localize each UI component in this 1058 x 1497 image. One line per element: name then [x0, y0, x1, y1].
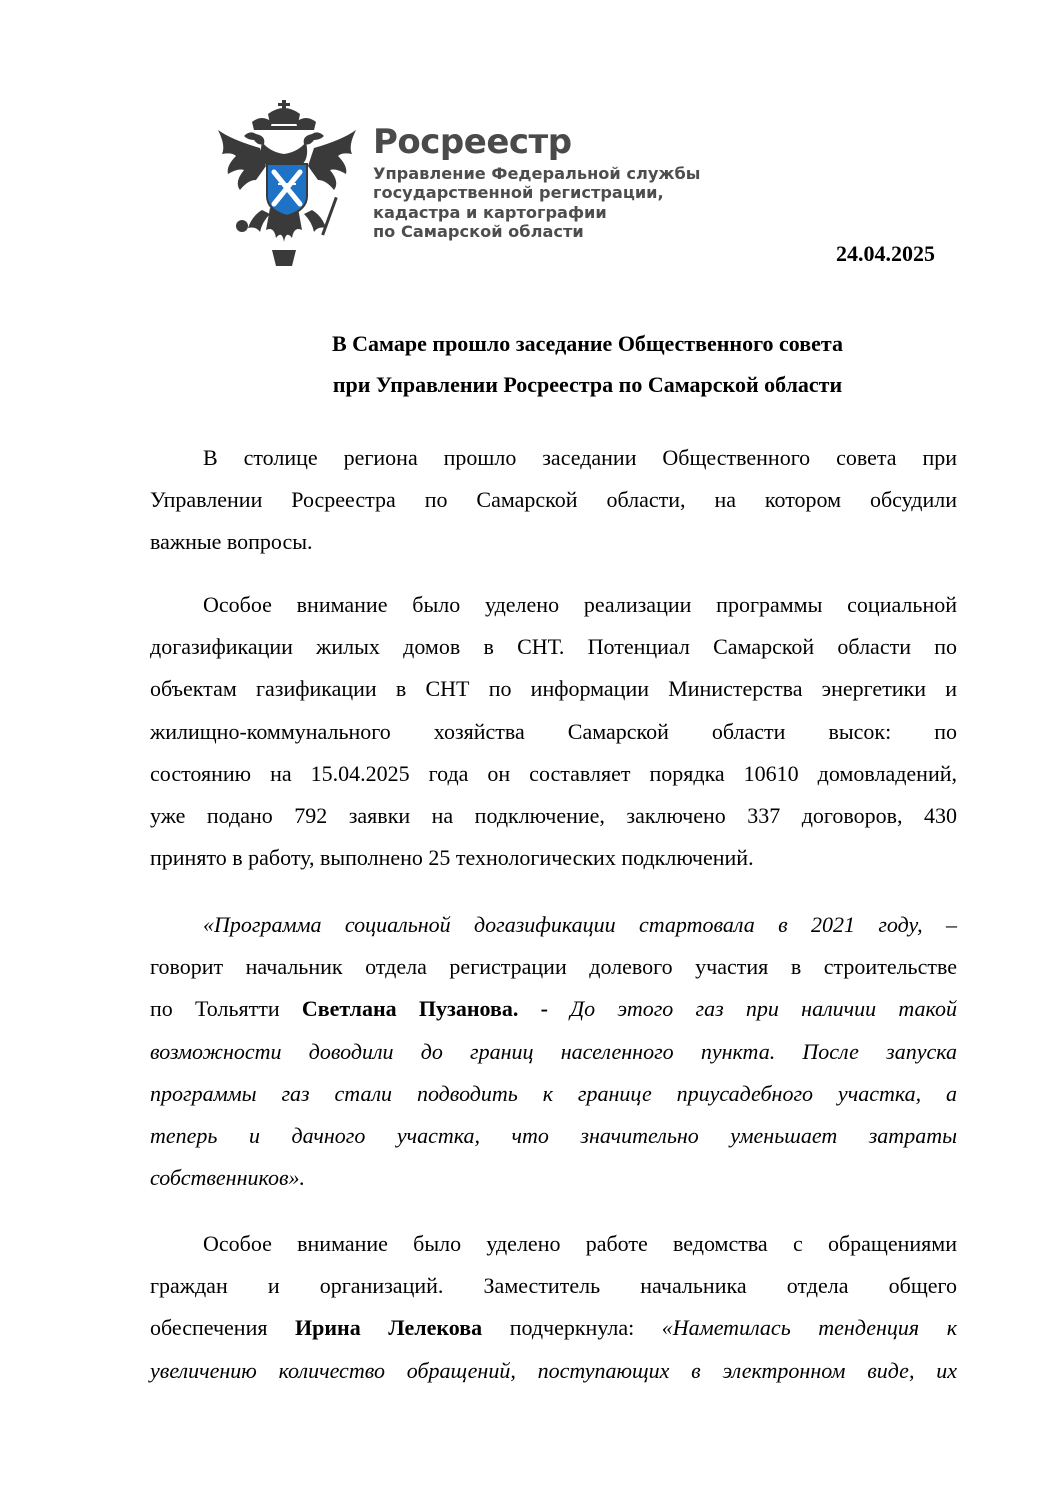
text-line: принято в работу, выполнено 25 технологических подключений. — [150, 845, 754, 871]
paragraph-1 — [150, 437, 957, 564]
text-fragment: До этого газ при наличии такой — [547, 996, 958, 1022]
text-line: Управлении Росреестра по Самарской области, на котором обсудили — [150, 487, 957, 513]
brand-name: Росреестр — [373, 122, 572, 162]
brand-line: Управление Федеральной службы — [373, 164, 701, 183]
brand-block — [373, 120, 700, 242]
headline — [150, 323, 1025, 405]
text-line: жилищно-коммунального хозяйства Самарской области высок: по — [150, 718, 957, 744]
text-line: теперь и дачного участка, что значительно уменьшает затраты — [150, 1123, 957, 1149]
brand-line: государственной регистрации, — [373, 183, 664, 203]
headline-line: В Самаре прошло заседание Общественного совета — [332, 331, 843, 356]
paragraph-4 — [150, 1223, 957, 1392]
person-name: Ирина Лелекова — [295, 1315, 483, 1341]
text-line — [150, 988, 957, 1030]
text-line — [150, 1307, 957, 1349]
text-line: догазификации жилых домов в СНТ. Потенциал Самарской области по — [150, 634, 957, 660]
text-line: собственников». — [150, 1165, 305, 1191]
brand-line: кадастра и картографии — [373, 202, 607, 222]
text-fragment: обеспечения — [150, 1315, 296, 1341]
text-line: Особое внимание было уделено работе ведомства с обращениями — [203, 1231, 957, 1256]
text-line: объектам газификации в СНТ по информации Министерства энергетики и — [150, 676, 957, 702]
text-line: возможности доводили до границ населенного пункта. После запуска — [150, 1038, 957, 1064]
headline-line: при Управлении Росреестра по Самарской области — [332, 372, 843, 397]
text-line: В столице региона прошло заседании Общественного совета при — [203, 445, 957, 470]
text-line: уже подано 792 заявки на подключение, заключено 337 договоров, 430 — [150, 803, 957, 829]
text-line: увеличению количество обращений, поступающих в электронном виде, их — [150, 1357, 957, 1383]
text-line: граждан и организаций. Заместитель начальника отдела общего — [150, 1273, 957, 1299]
paragraph-2 — [150, 584, 957, 879]
double-headed-eagle-emblem-icon — [212, 100, 362, 266]
text-fragment: «Наметилась тенденция к — [661, 1315, 957, 1341]
text-fragment: подчеркнула: — [482, 1315, 662, 1341]
text-line: важные вопросы. — [150, 529, 313, 555]
text-line: программы газ стали подводить к границе приусадебного участка, а — [150, 1080, 957, 1106]
text-line: говорит начальник отдела регистрации долевого участия в строительстве — [150, 954, 957, 980]
paragraph-3 — [150, 904, 957, 1199]
text-fragment: по Тольятти — [150, 996, 302, 1022]
document-date: 24.04.2025 — [836, 241, 935, 266]
person-name: Светлана Пузанова. - — [301, 996, 548, 1022]
brand-line: по Самарской области — [373, 222, 584, 242]
text-line: состоянию на 15.04.2025 года он составляет порядка 10610 домовладений, — [150, 760, 957, 786]
text-line: Особое внимание было уделено реализации программы социальной — [203, 592, 957, 617]
text-line: «Программа социальной догазификации стартовала в 2021 году, – — [203, 912, 957, 937]
